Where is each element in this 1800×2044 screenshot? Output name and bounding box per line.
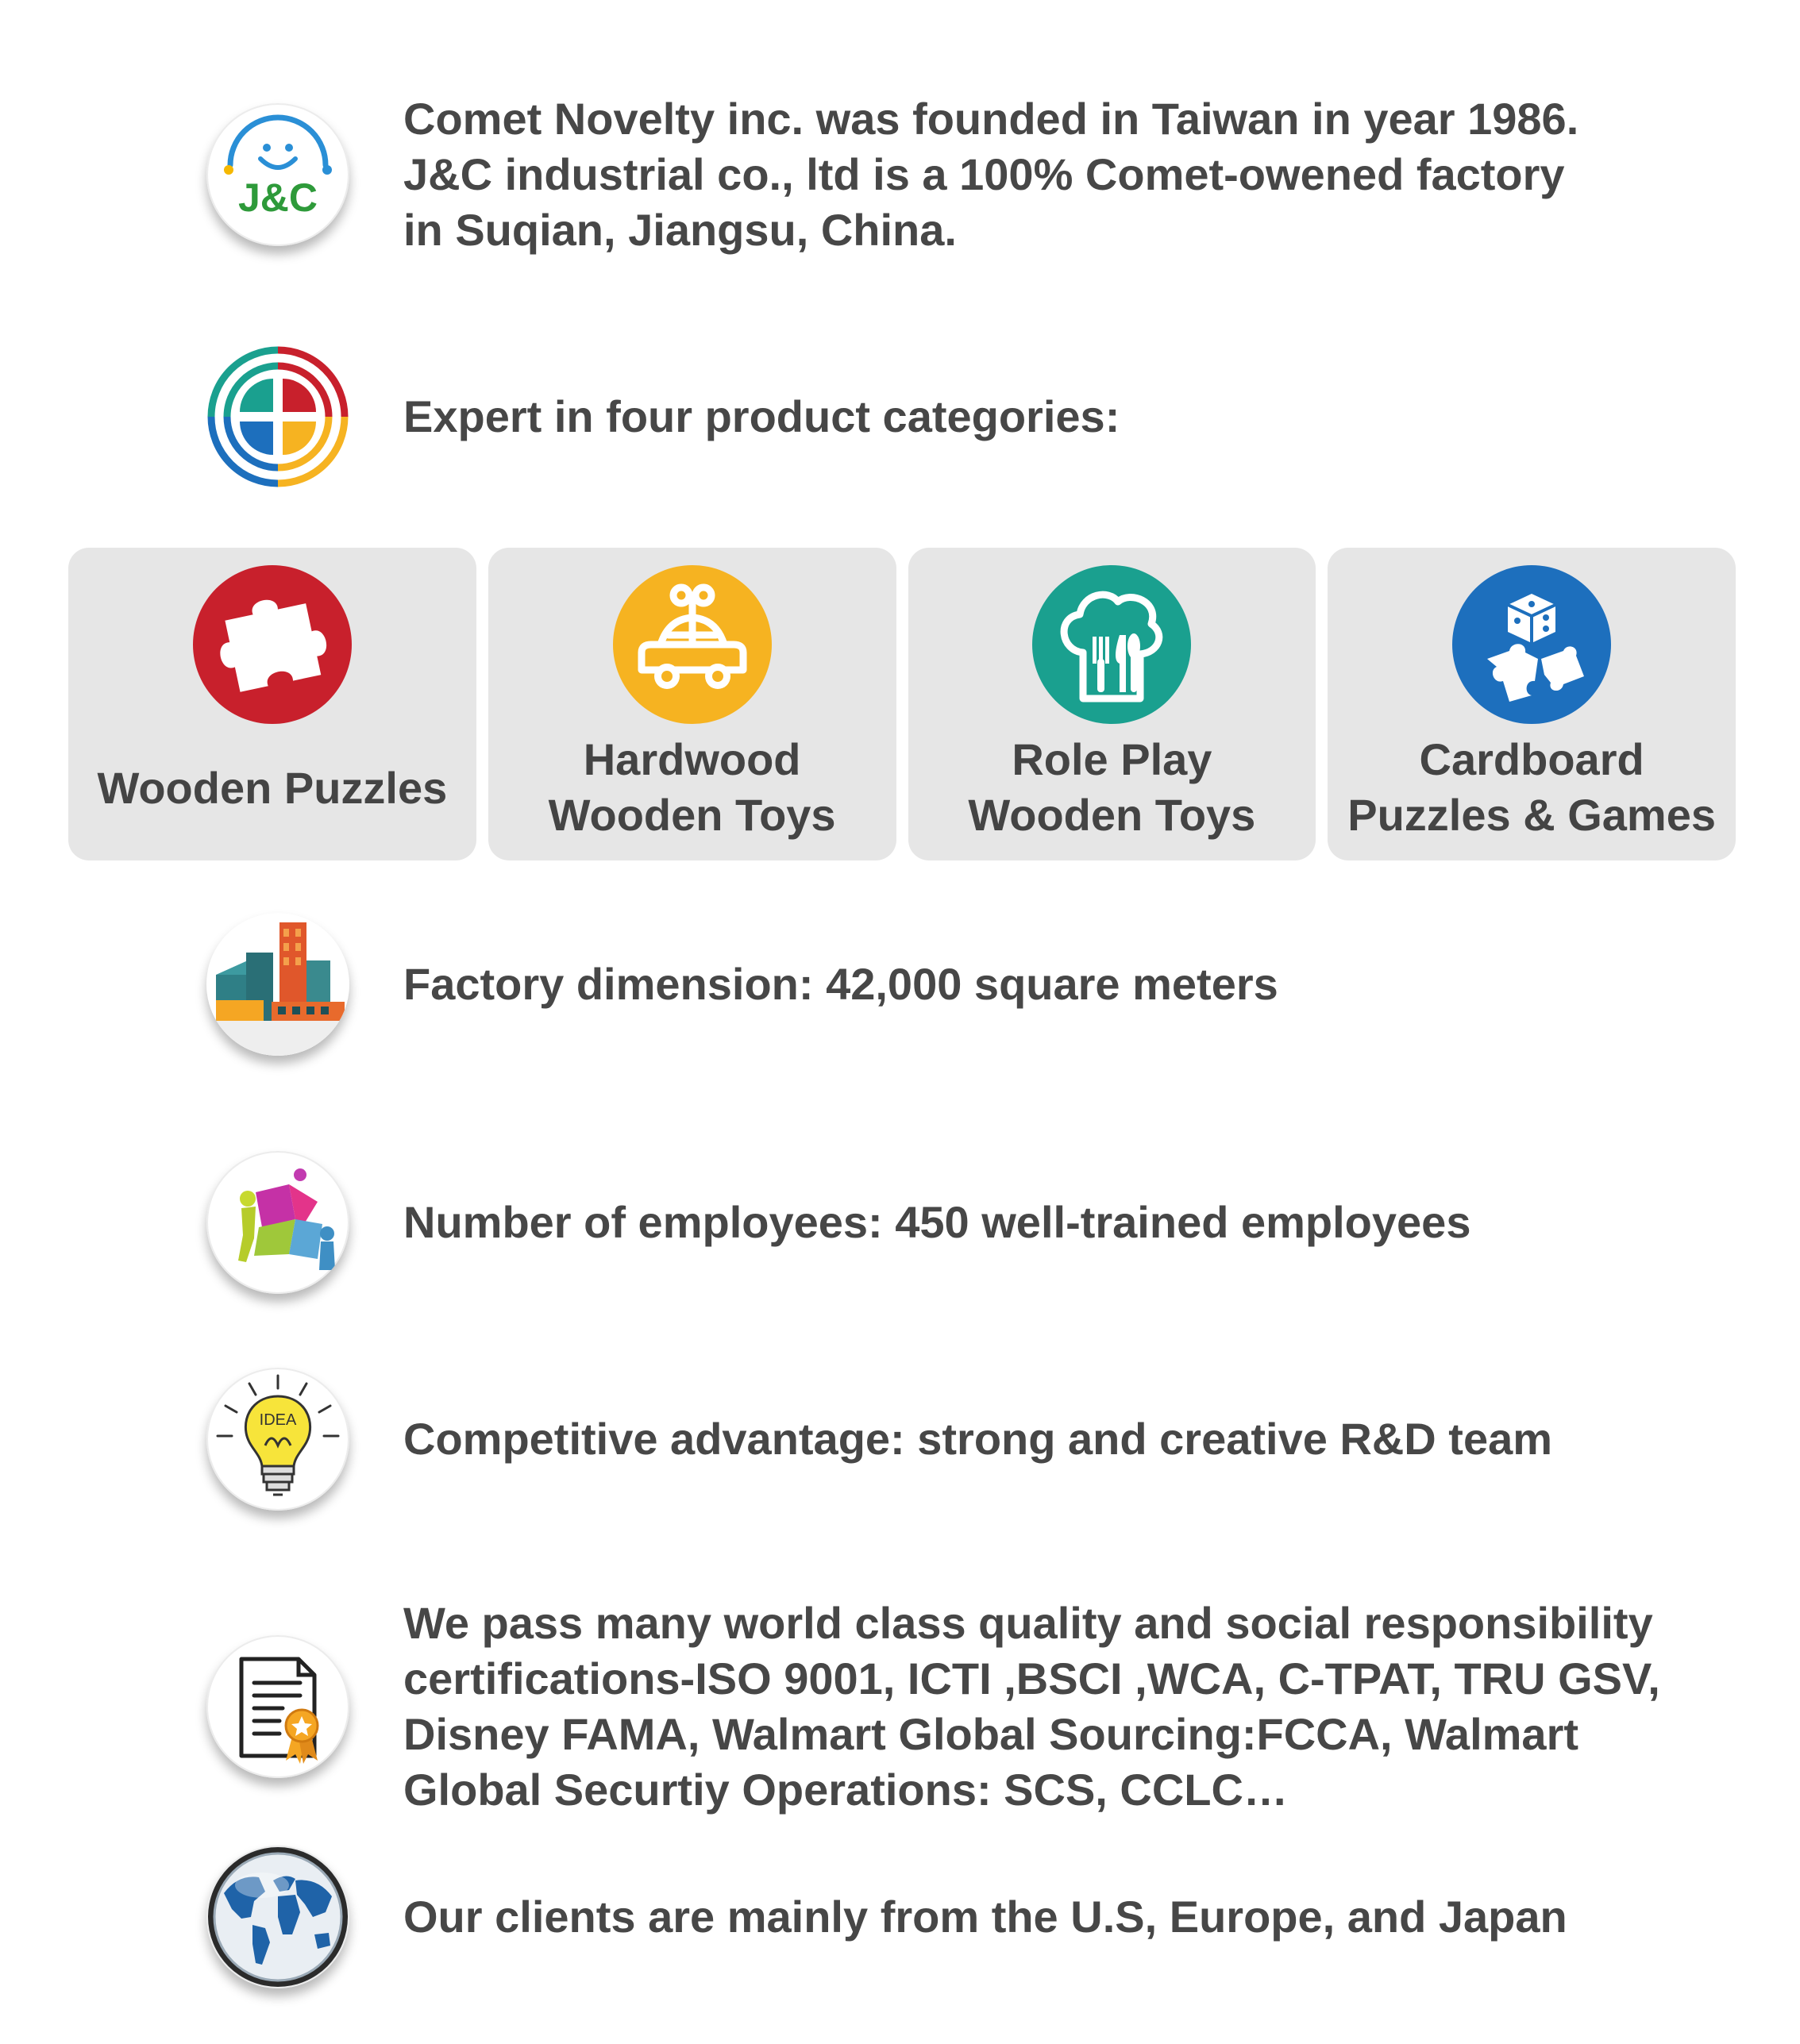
- category-label-line-2: Wooden Toys: [968, 790, 1256, 840]
- jc-logo-text: J&C: [237, 175, 318, 220]
- category-label-line-1: Hardwood: [583, 734, 801, 784]
- certs-line-3: Disney FAMA, Walmart Global Sourcing:FCCA, Walmart: [403, 1709, 1579, 1759]
- puzzle-piece-icon: [193, 565, 352, 724]
- advantage-row: [206, 1368, 1752, 1511]
- category-label-line-1: Role Play: [1012, 734, 1212, 784]
- clients-row: [206, 1846, 1752, 1988]
- target-rings-icon: [206, 345, 349, 488]
- chef-hat-cutlery-icon: [1032, 565, 1191, 724]
- intro-line-2: J&C industrial co., ltd is a 100% Comet-owened factory: [403, 149, 1565, 199]
- globe-icon: [206, 1846, 349, 1988]
- certs-row: [206, 1596, 1752, 1818]
- expert-text: Expert in four product categories:: [403, 391, 1120, 441]
- wind-up-car-icon: [613, 565, 772, 724]
- intro-row: [206, 91, 1752, 258]
- clients-text: Our clients are mainly from the U.S, Europe, and Japan: [403, 1892, 1567, 1942]
- factory-text: Factory dimension: 42,000 square meters: [403, 959, 1278, 1009]
- category-label: [488, 732, 896, 843]
- category-card-hardwood-toys: [488, 548, 896, 860]
- advantage-text: Competitive advantage: strong and creative R&D team: [403, 1414, 1553, 1464]
- bulb-text: IDEA: [259, 1411, 297, 1429]
- intro-text: [403, 91, 1578, 258]
- category-label-line-1: Cardboard: [1419, 734, 1644, 784]
- category-card-cardboard-games: [1328, 548, 1736, 860]
- certs-line-2: certifications-ISO 9001, ICTI ,BSCI ,WCA, C-TPAT, TRU GSV,: [403, 1653, 1660, 1703]
- intro-line-3: in Suqian, Jiangsu, China.: [403, 205, 957, 255]
- category-label: [1328, 732, 1736, 843]
- certs-text: [403, 1596, 1660, 1818]
- category-label-line-1: Wooden Puzzles: [97, 763, 448, 813]
- intro-line-1: Comet Novelty inc. was founded in Taiwan in year 1986.: [403, 94, 1579, 144]
- factory-row: [206, 913, 1752, 1056]
- factory-buildings-icon: [206, 913, 349, 1056]
- category-card-role-play-toys: [908, 548, 1316, 860]
- category-label-line-2: Wooden Toys: [548, 790, 836, 840]
- certs-line-4: Global Securtiy Operations: SCS, CCLC…: [403, 1765, 1288, 1815]
- jc-logo-icon: [206, 103, 349, 246]
- category-label: [68, 760, 476, 816]
- expert-row: [206, 345, 1752, 488]
- employees-row: [206, 1151, 1752, 1294]
- category-card-wooden-puzzles: [68, 548, 476, 860]
- team-puzzle-icon: [206, 1151, 349, 1294]
- employees-text: Number of employees: 450 well-trained employees: [403, 1197, 1471, 1247]
- dice-puzzle-icon: [1452, 565, 1611, 724]
- category-cards: [68, 548, 1736, 860]
- idea-lightbulb-icon: [206, 1368, 349, 1511]
- category-label: [908, 732, 1316, 843]
- category-label-line-2: Puzzles & Games: [1347, 790, 1716, 840]
- certificate-document-icon: [206, 1635, 349, 1778]
- certs-line-1: We pass many world class quality and social responsibility: [403, 1598, 1653, 1648]
